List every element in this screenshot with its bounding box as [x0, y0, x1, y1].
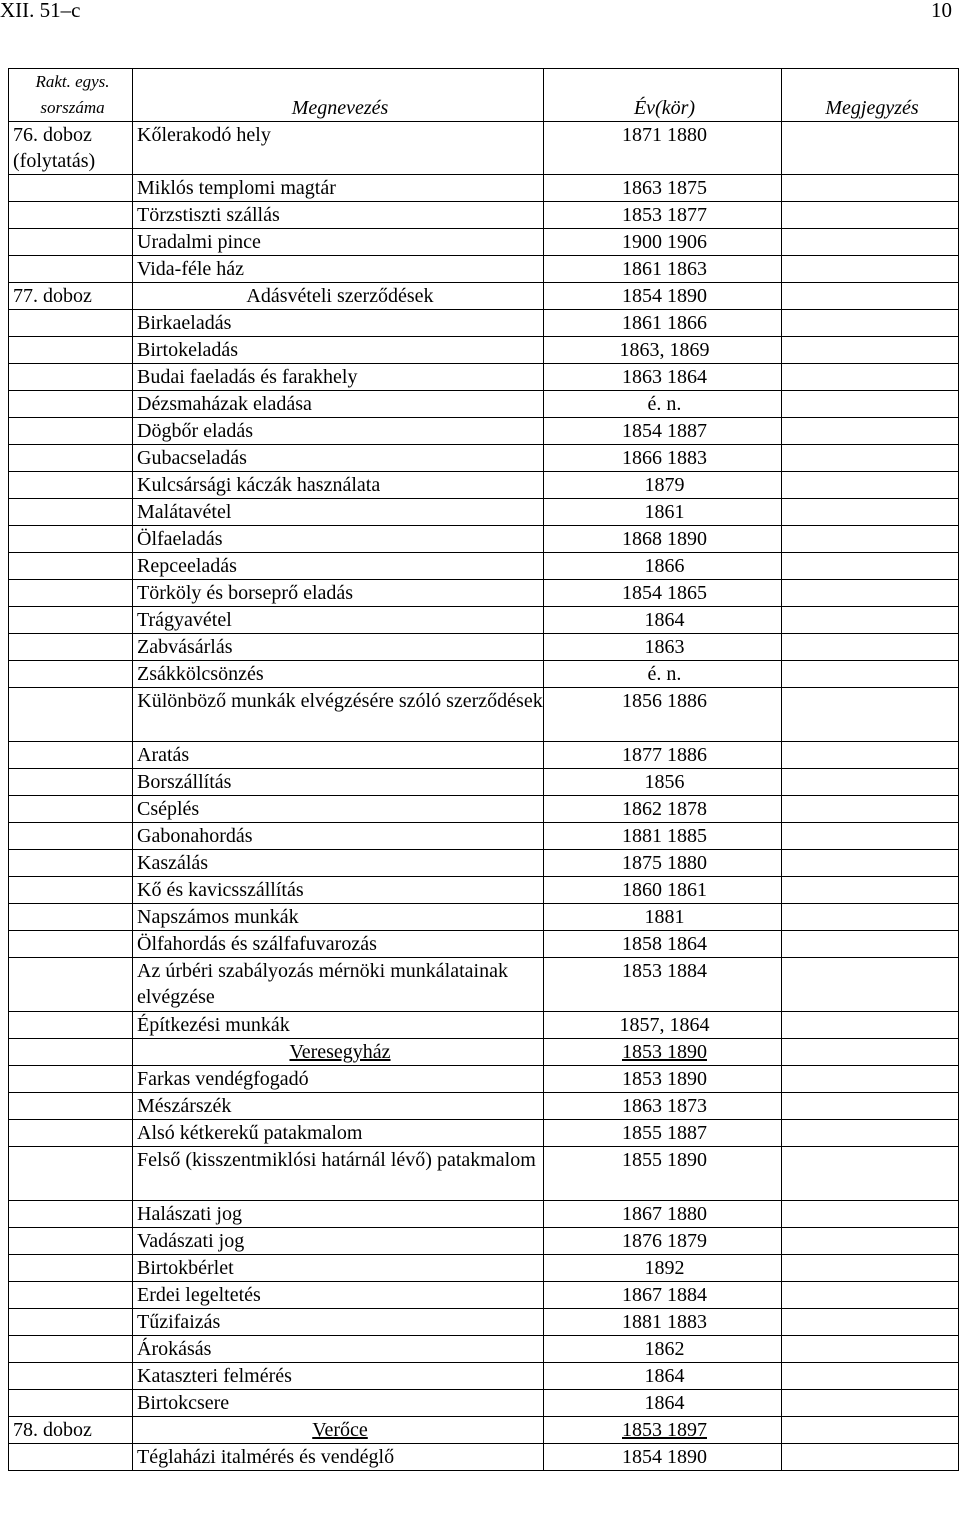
- page-header: [0, 0, 960, 30]
- column-header-name: Megnevezés: [133, 69, 544, 122]
- name-cell: Budai faeladás és farakhely: [133, 364, 544, 391]
- unit-cell: [9, 526, 133, 553]
- name-cell: Építkezési munkák: [133, 1012, 544, 1039]
- table-row: [9, 607, 959, 634]
- years-cell: 1868 1890: [544, 526, 782, 553]
- years-cell: 1866 1883: [544, 445, 782, 472]
- table-row: [9, 661, 959, 688]
- table-row: [9, 1066, 959, 1093]
- note-cell: [782, 1255, 959, 1282]
- name-cell: Felső (kisszentmiklósi határnál lévő) patakmalom: [133, 1147, 544, 1201]
- unit-cell: [9, 256, 133, 283]
- unit-cell: [9, 202, 133, 229]
- years-cell: 1876 1879: [544, 1228, 782, 1255]
- name-cell: Dézsmaházak eladása: [133, 391, 544, 418]
- note-cell: [782, 337, 959, 364]
- name-cell: Kulcsársági káczák használata: [133, 472, 544, 499]
- years-cell: 1853 1890: [544, 1066, 782, 1093]
- note-cell: [782, 1012, 959, 1039]
- years-cell: 1853 1884: [544, 958, 782, 1012]
- unit-cell: [9, 337, 133, 364]
- years-cell: 1881 1885: [544, 823, 782, 850]
- note-cell: [782, 445, 959, 472]
- unit-cell: [9, 1201, 133, 1228]
- table-row: [9, 1444, 959, 1471]
- unit-cell: [9, 688, 133, 742]
- name-cell: Zsákkölcsönzés: [133, 661, 544, 688]
- table-row: [9, 283, 959, 310]
- note-cell: [782, 850, 959, 877]
- table-row: [9, 1120, 959, 1147]
- note-cell: [782, 877, 959, 904]
- page-header-signature: XII. 51–c: [0, 0, 81, 22]
- table-row: [9, 526, 959, 553]
- table-row: [9, 229, 959, 256]
- name-cell: Farkas vendégfogadó: [133, 1066, 544, 1093]
- table-row: [9, 1363, 959, 1390]
- unit-cell: [9, 580, 133, 607]
- years-cell: é. n.: [544, 661, 782, 688]
- unit-cell: [9, 445, 133, 472]
- note-cell: [782, 580, 959, 607]
- unit-cell: [9, 1255, 133, 1282]
- note-cell: [782, 1282, 959, 1309]
- name-cell: Vadászati jog: [133, 1228, 544, 1255]
- table-row: [9, 553, 959, 580]
- unit-cell: [9, 1120, 133, 1147]
- years-cell: 1854 1890: [544, 1444, 782, 1471]
- table-row: [9, 175, 959, 202]
- name-cell: Kaszálás: [133, 850, 544, 877]
- name-cell: Téglaházi italmérés és vendéglő: [133, 1444, 544, 1471]
- table-row: [9, 877, 959, 904]
- years-cell: 1866: [544, 553, 782, 580]
- note-cell: [782, 958, 959, 1012]
- unit-cell: [9, 823, 133, 850]
- years-cell: 1861 1866: [544, 310, 782, 337]
- unit-cell: [9, 1309, 133, 1336]
- unit-cell: [9, 364, 133, 391]
- name-cell: Halászati jog: [133, 1201, 544, 1228]
- table-row: [9, 122, 959, 175]
- note-cell: [782, 256, 959, 283]
- years-cell: é. n.: [544, 391, 782, 418]
- table-row: [9, 1390, 959, 1417]
- table-row: [9, 688, 959, 742]
- table-row: [9, 418, 959, 445]
- unit-cell: [9, 1066, 133, 1093]
- table-row: [9, 445, 959, 472]
- name-cell: Kataszteri felmérés: [133, 1363, 544, 1390]
- name-cell: Árokásás: [133, 1336, 544, 1363]
- table-row: [9, 1039, 959, 1066]
- table-row: [9, 202, 959, 229]
- table-row: [9, 1255, 959, 1282]
- years-cell: 1864: [544, 1363, 782, 1390]
- years-cell: 1863, 1869: [544, 337, 782, 364]
- column-header-note: Megjegyzés: [782, 69, 959, 122]
- years-cell: 1862 1878: [544, 796, 782, 823]
- unit-cell: [9, 634, 133, 661]
- note-cell: [782, 634, 959, 661]
- unit-cell: [9, 958, 133, 1012]
- name-cell: Erdei legeltetés: [133, 1282, 544, 1309]
- name-cell: Veresegyház: [133, 1039, 544, 1066]
- note-cell: [782, 1066, 959, 1093]
- name-cell: Törköly és borseprő eladás: [133, 580, 544, 607]
- years-cell: 1879: [544, 472, 782, 499]
- unit-cell: [9, 1228, 133, 1255]
- table-row: [9, 1417, 959, 1444]
- name-cell: Tűzifaizás: [133, 1309, 544, 1336]
- note-cell: [782, 931, 959, 958]
- table-row: [9, 769, 959, 796]
- table-row: [9, 1147, 959, 1201]
- note-cell: [782, 1147, 959, 1201]
- years-cell: 1855 1890: [544, 1147, 782, 1201]
- table-row: [9, 931, 959, 958]
- note-cell: [782, 823, 959, 850]
- note-cell: [782, 1309, 959, 1336]
- years-cell: 1863 1873: [544, 1093, 782, 1120]
- page-number: 10: [931, 0, 952, 22]
- unit-cell: [9, 553, 133, 580]
- note-cell: [782, 1228, 959, 1255]
- years-cell: 1857, 1864: [544, 1012, 782, 1039]
- years-cell: 1892: [544, 1255, 782, 1282]
- table-row: [9, 337, 959, 364]
- table-row: [9, 391, 959, 418]
- table-row: [9, 364, 959, 391]
- unit-cell: [9, 1390, 133, 1417]
- years-cell: 1867 1880: [544, 1201, 782, 1228]
- name-cell: Dögbőr eladás: [133, 418, 544, 445]
- table-row: [9, 1228, 959, 1255]
- years-cell: 1853 1877: [544, 202, 782, 229]
- years-cell: 1854 1865: [544, 580, 782, 607]
- column-header-unit: Rakt. egys. sorszáma: [9, 69, 133, 122]
- note-cell: [782, 122, 959, 175]
- years-cell: 1856: [544, 769, 782, 796]
- years-cell: 1900 1906: [544, 229, 782, 256]
- table-row: [9, 1012, 959, 1039]
- unit-cell: [9, 742, 133, 769]
- name-cell: Malátavétel: [133, 499, 544, 526]
- years-cell: 1862: [544, 1336, 782, 1363]
- name-cell: Birtokcsere: [133, 1390, 544, 1417]
- note-cell: [782, 904, 959, 931]
- name-cell: Az úrbéri szabályozás mérnöki munkálatainak elvégzése: [133, 958, 544, 1012]
- note-cell: [782, 283, 959, 310]
- inventory-table: [8, 68, 959, 1471]
- name-cell: Ölfahordás és szálfafuvarozás: [133, 931, 544, 958]
- name-cell: Adásvételi szerződések: [133, 283, 544, 310]
- note-cell: [782, 175, 959, 202]
- unit-cell: [9, 1282, 133, 1309]
- years-cell: 1854 1890: [544, 283, 782, 310]
- name-cell: Uradalmi pince: [133, 229, 544, 256]
- name-cell: Aratás: [133, 742, 544, 769]
- years-cell: 1853 1890: [544, 1039, 782, 1066]
- years-cell: 1854 1887: [544, 418, 782, 445]
- name-cell: Kőlerakodó hely: [133, 122, 544, 175]
- name-cell: Vida-féle ház: [133, 256, 544, 283]
- note-cell: [782, 769, 959, 796]
- unit-cell: 77. doboz: [9, 283, 133, 310]
- note-cell: [782, 796, 959, 823]
- note-cell: [782, 202, 959, 229]
- years-cell: 1864: [544, 607, 782, 634]
- years-cell: 1861: [544, 499, 782, 526]
- unit-cell: [9, 904, 133, 931]
- table-row: [9, 850, 959, 877]
- years-cell: 1855 1887: [544, 1120, 782, 1147]
- unit-cell: [9, 661, 133, 688]
- unit-cell: [9, 769, 133, 796]
- table-row: [9, 796, 959, 823]
- unit-cell: [9, 877, 133, 904]
- years-cell: 1860 1861: [544, 877, 782, 904]
- name-cell: Birtokbérlet: [133, 1255, 544, 1282]
- name-cell: Mészárszék: [133, 1093, 544, 1120]
- note-cell: [782, 1444, 959, 1471]
- table-row: [9, 1282, 959, 1309]
- unit-cell: [9, 1012, 133, 1039]
- note-cell: [782, 391, 959, 418]
- unit-cell: [9, 391, 133, 418]
- years-cell: 1867 1884: [544, 1282, 782, 1309]
- years-cell: 1858 1864: [544, 931, 782, 958]
- unit-cell: [9, 1147, 133, 1201]
- unit-cell: [9, 310, 133, 337]
- table-row: [9, 499, 959, 526]
- table-row: [9, 256, 959, 283]
- note-cell: [782, 229, 959, 256]
- note-cell: [782, 1390, 959, 1417]
- years-cell: 1877 1886: [544, 742, 782, 769]
- note-cell: [782, 1363, 959, 1390]
- unit-cell: [9, 1336, 133, 1363]
- table-header: [9, 69, 959, 122]
- table-row: [9, 958, 959, 1012]
- unit-cell: [9, 1039, 133, 1066]
- unit-cell: [9, 931, 133, 958]
- unit-cell: [9, 1363, 133, 1390]
- name-cell: Miklós templomi magtár: [133, 175, 544, 202]
- table-body: [9, 122, 959, 1471]
- name-cell: Birtokeladás: [133, 337, 544, 364]
- note-cell: [782, 499, 959, 526]
- years-cell: 1871 1880: [544, 122, 782, 175]
- note-cell: [782, 688, 959, 742]
- name-cell: Különböző munkák elvégzésére szóló szerződések: [133, 688, 544, 742]
- years-cell: 1863 1864: [544, 364, 782, 391]
- name-cell: Verőce: [133, 1417, 544, 1444]
- note-cell: [782, 526, 959, 553]
- years-cell: 1875 1880: [544, 850, 782, 877]
- note-cell: [782, 364, 959, 391]
- years-cell: 1861 1863: [544, 256, 782, 283]
- unit-cell: [9, 850, 133, 877]
- table-row: [9, 580, 959, 607]
- years-cell: 1881: [544, 904, 782, 931]
- note-cell: [782, 472, 959, 499]
- note-cell: [782, 1093, 959, 1120]
- unit-cell: [9, 607, 133, 634]
- table-row: [9, 634, 959, 661]
- note-cell: [782, 1336, 959, 1363]
- table-row: [9, 1201, 959, 1228]
- unit-cell: [9, 418, 133, 445]
- years-cell: 1863 1875: [544, 175, 782, 202]
- note-cell: [782, 310, 959, 337]
- note-cell: [782, 1417, 959, 1444]
- note-cell: [782, 1120, 959, 1147]
- note-cell: [782, 742, 959, 769]
- unit-cell: [9, 175, 133, 202]
- name-cell: Birkaeladás: [133, 310, 544, 337]
- name-cell: Gubacseladás: [133, 445, 544, 472]
- name-cell: Gabonahordás: [133, 823, 544, 850]
- note-cell: [782, 418, 959, 445]
- name-cell: Borszállítás: [133, 769, 544, 796]
- table-row: [9, 742, 959, 769]
- years-cell: 1863: [544, 634, 782, 661]
- table-row: [9, 823, 959, 850]
- unit-cell: [9, 499, 133, 526]
- unit-cell: [9, 1444, 133, 1471]
- unit-cell: 78. doboz: [9, 1417, 133, 1444]
- unit-cell: [9, 1093, 133, 1120]
- unit-cell: [9, 229, 133, 256]
- table-row: [9, 1336, 959, 1363]
- name-cell: Napszámos munkák: [133, 904, 544, 931]
- name-cell: Ölfaeladás: [133, 526, 544, 553]
- unit-cell: [9, 472, 133, 499]
- years-cell: 1856 1886: [544, 688, 782, 742]
- table-row: [9, 1093, 959, 1120]
- note-cell: [782, 1039, 959, 1066]
- name-cell: Cséplés: [133, 796, 544, 823]
- name-cell: Kő és kavicsszállítás: [133, 877, 544, 904]
- table-row: [9, 310, 959, 337]
- name-cell: Alsó kétkerekű patakmalom: [133, 1120, 544, 1147]
- name-cell: Repceeladás: [133, 553, 544, 580]
- note-cell: [782, 553, 959, 580]
- note-cell: [782, 661, 959, 688]
- name-cell: Törzstiszti szállás: [133, 202, 544, 229]
- unit-cell: [9, 796, 133, 823]
- note-cell: [782, 607, 959, 634]
- table-row: [9, 1309, 959, 1336]
- years-cell: 1881 1883: [544, 1309, 782, 1336]
- years-cell: 1864: [544, 1390, 782, 1417]
- note-cell: [782, 1201, 959, 1228]
- table-row: [9, 472, 959, 499]
- name-cell: Zabvásárlás: [133, 634, 544, 661]
- name-cell: Trágyavétel: [133, 607, 544, 634]
- table-row: [9, 904, 959, 931]
- unit-cell: 76. doboz (folytatás): [9, 122, 133, 175]
- years-cell: 1853 1897: [544, 1417, 782, 1444]
- column-header-years: Év(kör): [544, 69, 782, 122]
